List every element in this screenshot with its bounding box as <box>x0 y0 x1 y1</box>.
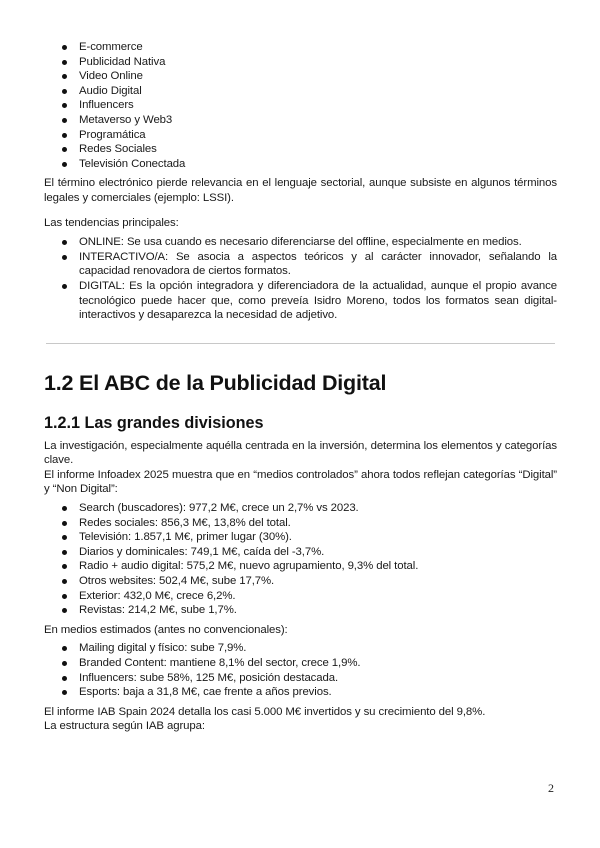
tendencias-list <box>44 235 557 323</box>
list-item: Esports: baja a 31,8 M€, cae frente a años previos. <box>44 685 557 700</box>
list-item: Publicidad Nativa <box>44 55 557 70</box>
list-item: Otros websites: 502,4 M€, sube 17,7%. <box>44 574 557 589</box>
list-item: Search (buscadores): 977,2 M€, crece un 2,7% vs 2023. <box>44 501 557 516</box>
document-page <box>44 40 557 734</box>
list-item: Exterior: 432,0 M€, crece 6,2%. <box>44 589 557 604</box>
list-item: Revistas: 214,2 M€, sube 1,7%. <box>44 603 557 618</box>
list-item: Televisión Conectada <box>44 157 557 172</box>
list-item: Video Online <box>44 69 557 84</box>
list-item: ONLINE: Se usa cuando es necesario diferenciarse del offline, especialmente en medios. <box>44 235 557 250</box>
list-item: E-commerce <box>44 40 557 55</box>
estimados-intro: En medios estimados (antes no convencionales): <box>44 623 288 636</box>
list-item: DIGITAL: Es la opción integradora y diferenciadora de la actualidad, aunque el propio avance tecnológico puede hacer que, como preveía Isidro Moreno, todos los formatos sean digital-interactivos y desaparezca la necesidad de adjetivo. <box>44 279 557 323</box>
medios-estimados-list <box>44 641 557 699</box>
list-item: Radio + audio digital: 575,2 M€, nuevo agrupamiento, 9,3% del total. <box>44 559 557 574</box>
list-item: Audio Digital <box>44 84 557 99</box>
list-item: Mailing digital y físico: sube 7,9%. <box>44 641 557 656</box>
paragraph-electronico: El término electrónico pierde relevancia en el lenguaje sectorial, aunque subsiste en algunos términos legales y comerciales (ejemplo: LSSI). <box>44 177 557 204</box>
paragraph-infoadex: El informe Infoadex 2025 muestra que en “medios controlados” ahora todos reflejan categorías “Digital” y “Non Digital”: <box>44 468 557 496</box>
list-item: Televisión: 1.857,1 M€, primer lugar (30%). <box>44 530 557 545</box>
list-item: Diarios y dominicales: 749,1 M€, caída del -3,7%. <box>44 545 557 560</box>
list-item: INTERACTIVO/A: Se asocia a aspectos teóricos y al carácter innovador, señalando la capacidad renovadora de ciertos formatos. <box>44 250 557 279</box>
section-heading: 1.2 El ABC de la Publicidad Digital <box>44 370 387 395</box>
list-item: Branded Content: mantiene 8,1% del sector, crece 1,9%. <box>44 656 557 671</box>
paragraph-estructura: La estructura según IAB agrupa: <box>44 720 205 733</box>
paragraph-investigacion: La investigación, especialmente aquélla centrada en la inversión, determina los elementos y categorías clave. <box>44 439 557 467</box>
list-item: Influencers <box>44 98 557 113</box>
list-item: Influencers: sube 58%, 125 M€, posición destacada. <box>44 671 557 686</box>
section-divider <box>46 343 555 344</box>
list-item: Redes sociales: 856,3 M€, 13,8% del total. <box>44 516 557 531</box>
paragraph-iab: El informe IAB Spain 2024 detalla los casi 5.000 M€ invertidos y su crecimiento del 9,8%. <box>44 705 486 718</box>
medios-controlados-list <box>44 501 557 618</box>
list-item: Metaverso y Web3 <box>44 113 557 128</box>
list-item: Redes Sociales <box>44 142 557 157</box>
page-number: 2 <box>548 781 554 795</box>
subsection-heading: 1.2.1 Las grandes divisiones <box>44 413 264 432</box>
intro-list <box>44 40 557 171</box>
tendencias-intro: Las tendencias principales: <box>44 216 179 229</box>
list-item: Programática <box>44 128 557 143</box>
